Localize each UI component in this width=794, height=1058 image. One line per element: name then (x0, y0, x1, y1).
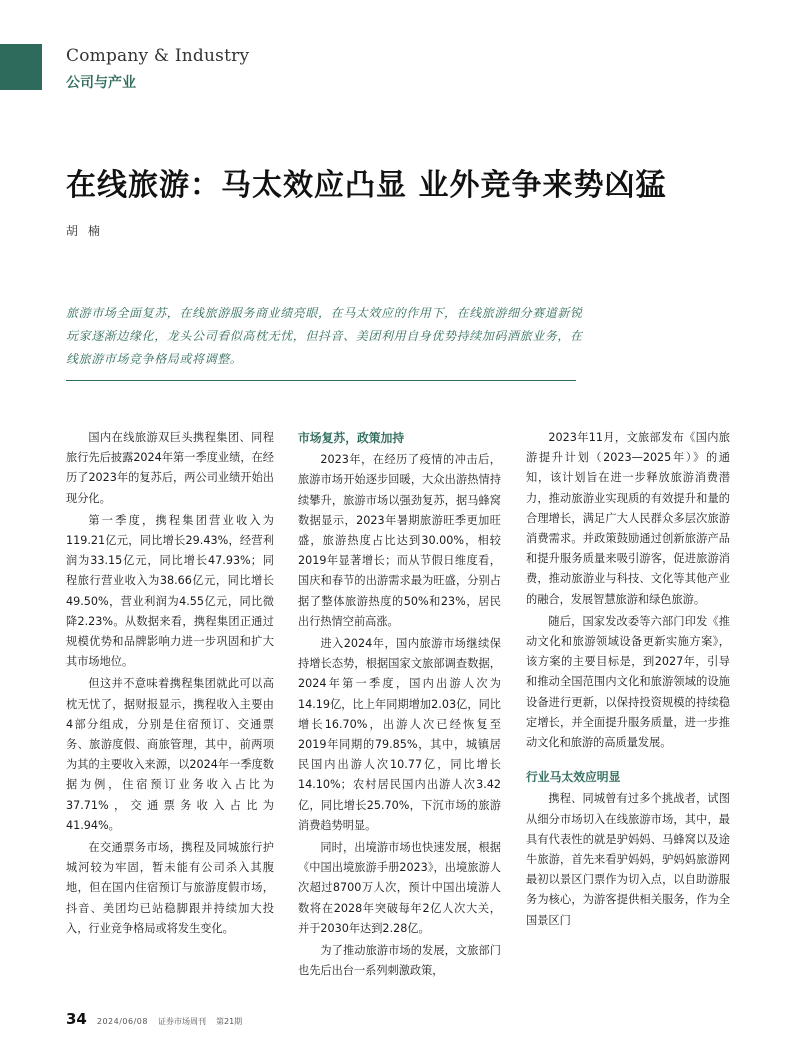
paragraph: 但这并不意味着携程集团就此可以高枕无忧了，据财报显示，携程收入主要由4部分组成，分别是住宿预订、交通票务、旅游度假、商旅管理，其中，前两项为其的主要收入来源，以2024年一季度数据为例，住宿预订业务收入占比为37.71%，交通票务收入占比为41.94%。 (66, 677, 274, 832)
paragraph: 2023年，在经历了疫情的冲击后，旅游市场开始逐步回暖，大众出游热情持续攀升，旅游市场以强劲复苏，据马蜂窝数据显示，2023年暑期旅游旺季更加旺盛，旅游热度占比达到30.00%，相较2019年显著增长；而从节假日维度看，国庆和春节的出游需求最为旺盛，分别占据了整体旅游热度的50%和23%，居民出行热情空前高涨。 (298, 453, 501, 628)
section-heading: 市场复苏，政策加持 (298, 431, 405, 445)
footer-publication: 证券市场周刊 (157, 1017, 206, 1026)
footer-date: 2024/06/08 (96, 1017, 148, 1026)
article-title: 在线旅游：马太效应凸显 业外竞争来势凶猛 (66, 168, 667, 203)
paragraph: 进入2024年，国内旅游市场继续保持增长态势，根据国家文旅部调查数据，2024年第一季度，国内出游人次为14.19亿，比上年同期增加2.03亿，同比增长16.70%，出游人次已经恢复至2019年同期的79.85%，其中，城镇居民国内出游人次10.77亿，同比增长14.10%；农村居民国内出游人次3.42亿，同比增长25.70%，下沉市场的旅游消费趋势明显。 (298, 637, 501, 832)
article-abstract: 旅游市场全面复苏，在线旅游服务商业绩亮眼，在马太效应的作用下，在线旅游细分赛道新锐玩家逐渐边缘化，龙头公司看似高枕无忧，但抖音、美团利用自身优势持续加码酒旅业务，在线旅游市场竞争格局或将调整。 (66, 306, 583, 366)
section-title-english: Company & Industry (66, 46, 250, 66)
page-footer (66, 1010, 242, 1028)
article-author: 胡 楠 (66, 224, 103, 238)
body-column-3 (526, 428, 730, 933)
body-column-1 (66, 428, 274, 941)
paragraph: 2023年11月，文旅部发布《国内旅游提升计划（2023—2025年）》的通知，该计划旨在进一步释放旅游消费潜力，推动旅游业实现质的有效提升和量的合理增长，满足广大人民群众多层次旅游消费需求。并政策鼓励通过创新旅游产品和提升服务质量来吸引游客，促进旅游消费，推动旅游业与科技、文化等其他产业的融合，发展智慧旅游和绿色旅游。 (526, 431, 730, 606)
paragraph: 同时，出境游市场也快速发展，根据《中国出境旅游手册2023》，出境旅游人次超过8700万人次，预计中国出境游人数将在2028年突破每年2亿人次大关，并于2030年达到2.28亿。 (298, 841, 501, 935)
body-column-2 (298, 428, 501, 983)
section-color-block (0, 44, 42, 90)
paragraph: 第一季度，携程集团营业收入为119.21亿元，同比增长29.43%，经营利润为33.15亿元，同比增长47.93%；同程旅行营业收入为38.66亿元，同比增长49.50%，营业利润为4.55亿元，同比微降2.23%。从数据来看，携程集团正通过规模优势和品牌影响力进一步巩固和扩大其市场地位。 (66, 513, 274, 669)
section-title-chinese: 公司与产业 (66, 75, 136, 91)
footer-issue: 第21期 (215, 1017, 243, 1026)
page-number: 34 (66, 1010, 87, 1028)
paragraph: 在交通票务市场，携程及同城旅行护城河较为牢固，暂未能有公司杀入其腹地，但在国内住宿预订与旅游度假市场，抖音、美团均已站稳脚跟并持续加大投入，行业竞争格局或将发生变化。 (66, 841, 274, 935)
paragraph: 为了推动旅游市场的发展，文旅部门也先后出台一系列刺激政策， (298, 944, 501, 978)
section-heading: 行业马太效应明显 (526, 770, 621, 785)
abstract-divider (66, 380, 576, 381)
paragraph: 随后，国家发改委等六部门印发《推动文化和旅游领域设备更新实施方案》，该方案的主要目标是，到2027年，引导和推动全国范围内文化和旅游领域的设施设备进行更新，以保持投资规模的持续稳定增长，并全面提升服务质量，进一步推动文化和旅游的高质量发展。 (526, 614, 730, 750)
paragraph: 国内在线旅游双巨头携程集团、同程旅行先后披露2024年第一季度业绩，在经历了2023年的复苏后，两公司业绩开始出现分化。 (66, 431, 274, 505)
paragraph: 携程、同城曾有过多个挑战者，试图从细分市场切入在线旅游市场，其中，最具有代表性的就是驴妈妈、马蜂窝以及途牛旅游，首先来看驴妈妈，驴妈妈旅游网最初以景区门票作为切入点，以自助游服务为核心，为游客提供相关服务，作为全国景区门 (526, 792, 730, 927)
